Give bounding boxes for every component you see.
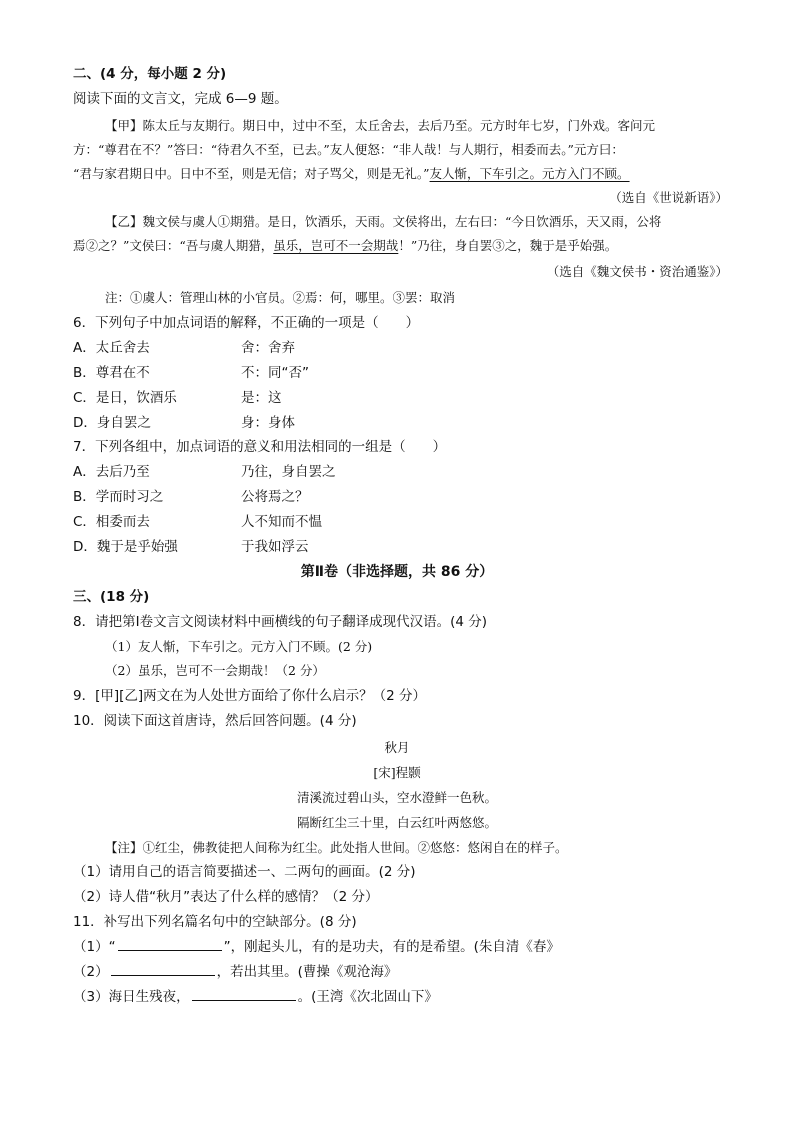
q10-sub1: （1）请用自己的语言简要描述一、二两句的画面。(2 分) bbox=[73, 864, 416, 880]
q6-option-c-text: C．是日，饮酒乐 bbox=[73, 390, 177, 406]
q7-option-a-compare: 乃往，身自罢之 bbox=[241, 464, 336, 480]
passage-yi-line2 bbox=[73, 237, 617, 255]
poem-note: 【注】①红尘，佛教徒把人间称为红尘。此处指人世间。②悠悠：悠闲自在的样子。 bbox=[105, 840, 568, 855]
poem-line-2: 隔断红尘三十里，白云红叶两悠悠。 bbox=[296, 815, 497, 830]
passage-jia-line3-text: “君与家君期日中。日中不至，则是无信；对子骂父，则是无礼。” bbox=[73, 166, 430, 181]
q7-option-b bbox=[73, 488, 723, 506]
passage-jia-line1: 【甲】陈太丘与友期行。期日中，过中不至，太丘舍去，去后乃至。元方时年七岁，门外戏。客问元 bbox=[105, 118, 656, 133]
section3-heading: 三、(18 分) bbox=[73, 589, 150, 605]
poem-line-1: 清溪流过碧山头，空水澄鲜一色秋。 bbox=[296, 790, 497, 805]
q10-stem: 10．阅读下面这首唐诗，然后回答问题。(4 分) bbox=[73, 713, 357, 729]
q9-stem: 9．[甲][乙]两文在为人处世方面给了你什么启示？（2 分） bbox=[73, 688, 427, 704]
q6-option-c bbox=[73, 389, 723, 407]
q11-fill-3-suffix: 。(王湾《次北固山下》 bbox=[297, 989, 438, 1005]
answer-blank-2[interactable] bbox=[111, 963, 215, 976]
q11-fill-1-prefix: （1）“ bbox=[73, 939, 116, 955]
q11-fill-2-suffix: ，若出其里。(曹操《观沧海》 bbox=[216, 964, 398, 980]
q11-fill-1 bbox=[73, 938, 560, 956]
section2-heading: 二、(4 分，每小题 2 分) bbox=[73, 66, 227, 82]
answer-blank-3[interactable] bbox=[192, 988, 296, 1001]
underlined-sentence-2: 虽乐，岂可不一会期哉 bbox=[273, 238, 399, 253]
q6-option-d-text: D．身自罢之 bbox=[73, 415, 151, 431]
q11-fill-2 bbox=[73, 963, 397, 981]
q11-fill-3 bbox=[73, 988, 438, 1006]
q7-option-c-compare: 人不知而不愠 bbox=[241, 514, 322, 530]
q6-option-d bbox=[73, 414, 723, 432]
passage-yi-line2-rest: ！”乃往，身自罢③之，魏于是乎始强。 bbox=[398, 238, 618, 253]
q7-option-b-compare: 公将焉之？ bbox=[241, 489, 309, 505]
q7-option-a bbox=[73, 463, 723, 481]
passage-yi-source: （选自《魏文侯书・资治通鉴》） bbox=[546, 264, 728, 279]
q7-option-d-compare: 于我如浮云 bbox=[241, 539, 309, 555]
q7-option-a-text: A．去后乃至 bbox=[73, 464, 150, 480]
q7-option-c-text: C．相委而去 bbox=[73, 514, 150, 530]
q6-option-a-gloss: 舍：舍弃 bbox=[241, 340, 295, 356]
q8-stem: 8．请把第Ⅰ卷文言文阅读材料中画横线的句子翻译成现代汉语。(4 分) bbox=[73, 614, 487, 630]
section2-instruction: 阅读下面的文言文，完成 6—9 题。 bbox=[73, 91, 288, 107]
q8-sub1: （1）友人惭，下车引之。元方入门不顾。(2 分) bbox=[105, 639, 373, 654]
passage-yi-line2-text: 焉②之？”文侯曰：“吾与虞人期猎， bbox=[73, 238, 274, 253]
q7-option-b-text: B．学而时习之 bbox=[73, 489, 164, 505]
q10-sub2: （2）诗人借“秋月”表达了什么样的感情？（2 分） bbox=[73, 889, 379, 905]
passage-note: 注：①虞人：管理山林的小官员。②焉：何，哪里。③罢：取消 bbox=[105, 290, 456, 305]
q7-option-c bbox=[73, 513, 723, 531]
q11-fill-1-suffix: ”，刚起头儿，有的是功夫，有的是希望。(朱自清《春》 bbox=[223, 939, 560, 955]
q7-option-d bbox=[73, 538, 723, 556]
q11-fill-2-prefix: （2） bbox=[73, 964, 109, 980]
q6-option-c-gloss: 是：这 bbox=[241, 390, 282, 406]
passage-jia-line3 bbox=[73, 165, 630, 183]
q7-option-d-text: D．魏于是乎始强 bbox=[73, 539, 178, 555]
q11-fill-3-prefix: （3）海日生残夜， bbox=[73, 989, 190, 1005]
q7-stem: 7．下列各组中，加点词语的意义和用法相同的一组是（ ） bbox=[73, 439, 447, 455]
answer-blank-1[interactable] bbox=[118, 938, 222, 951]
q11-stem: 11．补写出下列名篇名句中的空缺部分。(8 分) bbox=[73, 914, 357, 930]
q6-option-d-gloss: 身：身体 bbox=[241, 415, 295, 431]
q6-option-b-text: B．尊君在不 bbox=[73, 365, 150, 381]
q6-option-b-gloss: 不：同“否” bbox=[241, 365, 309, 381]
q6-stem: 6．下列句子中加点词语的解释，不正确的一项是（ ） bbox=[73, 315, 420, 331]
q8-sub2: （2）虽乐，岂可不一会期哉！（2 分） bbox=[105, 663, 325, 678]
passage-jia-line2: 方：“尊君在不？”答曰：“待君久不至，已去。”友人便怒：“非人哉！与人期行，相委而去。”元方曰： bbox=[73, 142, 624, 157]
poem-title: 秋月 bbox=[384, 740, 410, 755]
passage-yi-line1: 【乙】魏文侯与虞人①期猎。是日，饮酒乐，天雨。文侯将出，左右曰：“今日饮酒乐，天又雨，公将 bbox=[105, 214, 662, 229]
q6-option-b bbox=[73, 364, 723, 382]
q6-option-a bbox=[73, 339, 723, 357]
part2-title: 第Ⅱ卷（非选择题，共 86 分） bbox=[300, 564, 494, 580]
poem-author: [宋]程颢 bbox=[373, 765, 421, 780]
underlined-sentence-1: 友人惭，下车引之。元方入门不顾。 bbox=[429, 166, 630, 181]
q6-option-a-text: A．太丘舍去 bbox=[73, 340, 150, 356]
passage-jia-source: （选自《世说新语》） bbox=[609, 190, 728, 205]
